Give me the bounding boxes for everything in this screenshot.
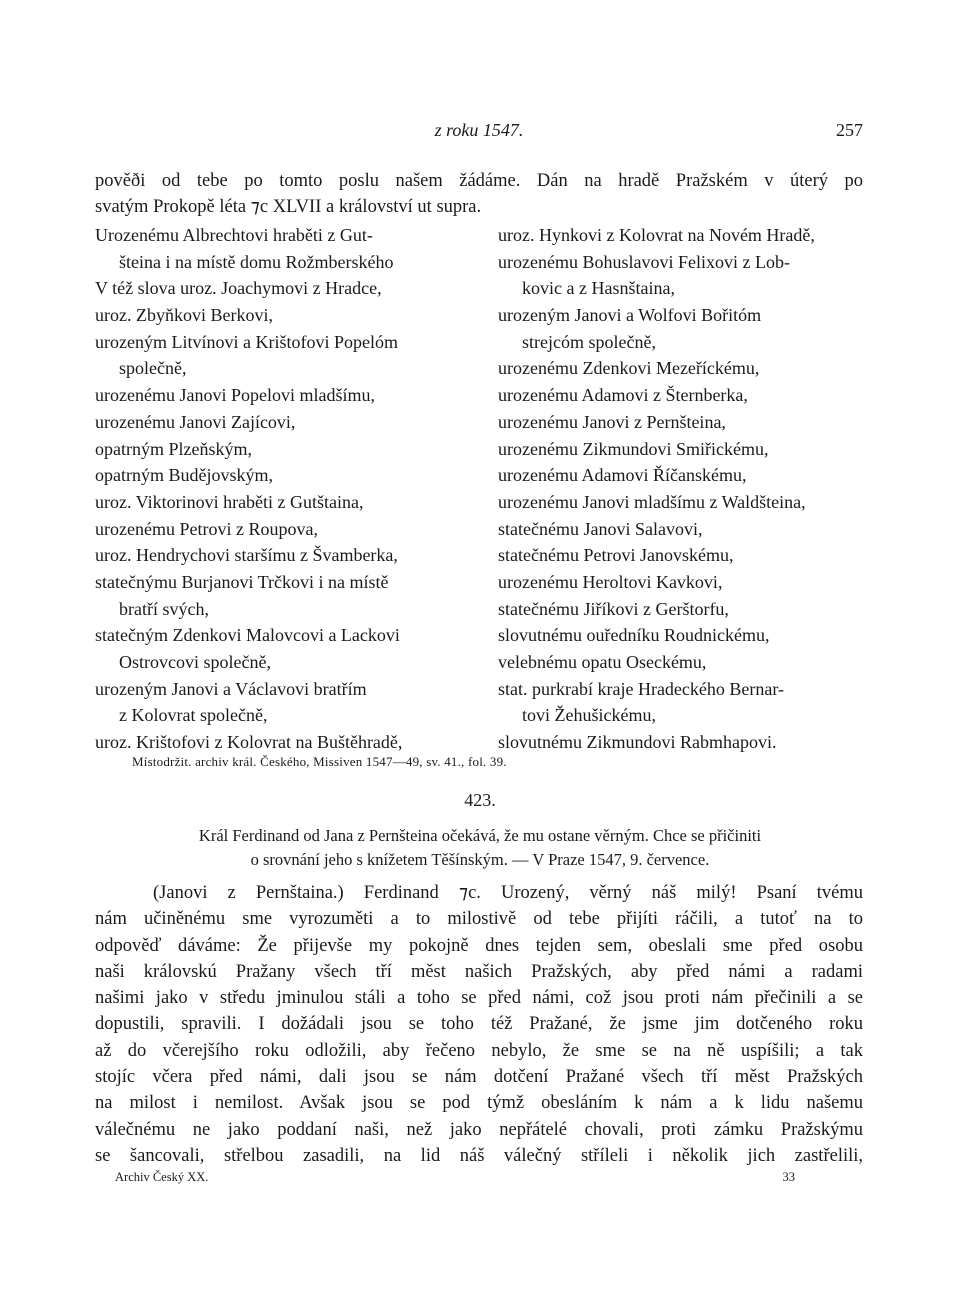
letter-body — [95, 880, 863, 1169]
recipient-line: společně, — [119, 358, 187, 379]
recipient-line: uroz. Hendrychovi staršímu z Švamberka, — [95, 545, 398, 566]
recipient-line: urozenému Heroltovi Kavkovi, — [498, 571, 723, 592]
signature-number: 33 — [782, 1170, 795, 1184]
document-number: 423. — [464, 790, 496, 810]
recipient-line: statečnému Janovi Salavovi, — [498, 518, 703, 539]
page-number: 257 — [836, 120, 863, 140]
recipient-line: urozenému Adamovi z Šternberka, — [498, 385, 748, 406]
recipient-line: urozeným Litvínovi a Krištofovi Popelóm — [95, 331, 398, 352]
recipient-line: tovi Žehušickému, — [522, 705, 656, 726]
recipient-line: kovic a z Hasnštaina, — [522, 278, 675, 299]
recipient-line: urozeným Janovi a Wolfovi Bořitóm — [498, 305, 762, 326]
letter-line: dopustili, spravili. I dožádali jsou se toho též Pražané, že jsme jim dotčeného roku — [95, 1014, 863, 1035]
recipient-line: urozenému Janovi z Pernšteina, — [498, 411, 726, 432]
letter-line: naši královskú Pražany všech tří měst našich Pražských, aby před námi a radami — [95, 961, 863, 982]
recipient-line: slovutnému ouředníku Roudnickému, — [498, 625, 770, 646]
recipient-line: urozenému Petrovi z Roupova, — [95, 518, 318, 539]
recipient-line: šteina i na místě domu Rožmberského — [119, 251, 394, 272]
recipient-line: urozenému Janovi Popelovi mladšímu, — [95, 385, 375, 406]
letter-line: válečnému ne jako poddaní naši, než jako nepřátelé chovali, proti zámku Pražskýmu — [95, 1119, 863, 1140]
recipient-line: urozenému Adamovi Říčanskému, — [498, 465, 747, 486]
source-citation: Místodržit. archiv král. Českého, Missiven 1547—49, sv. 41., fol. 39. — [132, 754, 507, 769]
recipient-line: z Kolovrat společně, — [119, 705, 268, 726]
recipient-line: slovutnému Zikmundovi Rabmhapovi. — [498, 732, 777, 753]
letter-line: až do včerejšího roku odložili, aby řečeno nebylo, že sme se na ně uspíšili; a tak — [95, 1040, 863, 1061]
recipient-column-left — [95, 222, 475, 756]
letter-line: se šancovali, střelbou zasadili, na lid náš válečný stříleli i několik jich zastřelili, — [95, 1145, 863, 1166]
signature-mark: Archiv Český XX. — [115, 1170, 209, 1184]
recipient-column-right — [498, 222, 863, 756]
recipient-line: uroz. Zbyňkovi Berkovi, — [95, 305, 273, 326]
recipient-line: stat. purkrabí kraje Hradeckého Bernar- — [498, 678, 785, 699]
letter-line: našimi jako v středu jminulou stáli a toho se před námi, což jsou proti nám přečinili a se — [95, 988, 863, 1009]
recipient-line: bratří svých, — [119, 598, 209, 619]
letter-line: odpověď dáváme: Že přijevše my pokojně dnes tejden sem, obeslali sme před osobu — [95, 935, 863, 956]
recipient-line: urozenému Bohuslavovi Felixovi z Lob- — [498, 251, 790, 272]
recipient-line: strejcóm společně, — [522, 331, 656, 352]
recipient-line: V též slova uroz. Joachymovi z Hradce, — [95, 278, 382, 299]
recipient-line: opatrným Budějovským, — [95, 465, 273, 486]
recipient-line: urozenému Janovi Zajícovi, — [95, 411, 296, 432]
recipient-line: uroz. Hynkovi z Kolovrat na Novém Hradě, — [498, 225, 815, 245]
recipient-line: statečnýmu Burjanovi Trčkovi i na místě — [95, 571, 389, 592]
text-line: pověði od tebe po tomto poslu našem žádáme. Dán na hradě Pražském v úterý po — [95, 171, 863, 191]
recipient-line: statečným Zdenkovi Malovcovi a Lackovi — [95, 625, 400, 646]
document-summary — [110, 824, 850, 872]
recipient-line: urozenému Zdenkovi Mezeříckému, — [498, 358, 760, 379]
letter-line: nám učiněnému sme vyrozuměti a to milostivě od tebe přijíti ráčili, a tutoť na to — [95, 909, 863, 930]
continuation-paragraph — [95, 168, 863, 220]
recipient-line: uroz. Viktorinovi hraběti z Gutštaina, — [95, 491, 364, 512]
summary-line: o srovnání jeho s knížetem Těšínským. — V Praze 1547, 9. července. — [250, 850, 710, 869]
recipient-line: Urozenému Albrechtovi hraběti z Gut- — [95, 225, 373, 245]
page-footer — [115, 1170, 795, 1188]
page-header — [95, 120, 863, 144]
summary-line: Král Ferdinand od Jana z Pernšteina očekává, že mu ostane věrným. Chce se přičiniti — [198, 826, 762, 845]
recipient-line: velebnému opatu Oseckému, — [498, 652, 707, 672]
recipient-line: urozenému Janovi mladšímu z Waldšteina, — [498, 491, 806, 512]
recipient-line: urozenému Zikmundovi Smiřickému, — [498, 438, 769, 459]
letter-line: (Janovi z Pernštaina.) Ferdinand ⁊c. Urozený, věrný náš milý! Psaní tvému — [153, 883, 863, 903]
recipient-line: statečnému Jiříkovi z Gerštorfu, — [498, 598, 729, 619]
recipient-line: statečnému Petrovi Janovskému, — [498, 545, 734, 566]
letter-line: stojíc včera před námi, dali jsou se nám dotčení Pražané všech tří měst Pražských — [95, 1067, 863, 1088]
recipient-line: uroz. Krištofovi z Kolovrat na Buštěhradě, — [95, 732, 403, 753]
text-line: svatým Prokopě léta ⁊c XLVII a království ut supra. — [95, 197, 482, 217]
recipient-line: opatrným Plzeňským, — [95, 438, 252, 459]
recipient-line: urozeným Janovi a Václavovi bratřím — [95, 678, 367, 699]
running-title: z roku 1547. — [434, 120, 524, 140]
recipient-line: Ostrovcovi společně, — [119, 652, 271, 672]
letter-line: na milost i nemilost. Avšak jsou se pod týmž obesláním k nám a k lidu našemu — [95, 1093, 863, 1114]
